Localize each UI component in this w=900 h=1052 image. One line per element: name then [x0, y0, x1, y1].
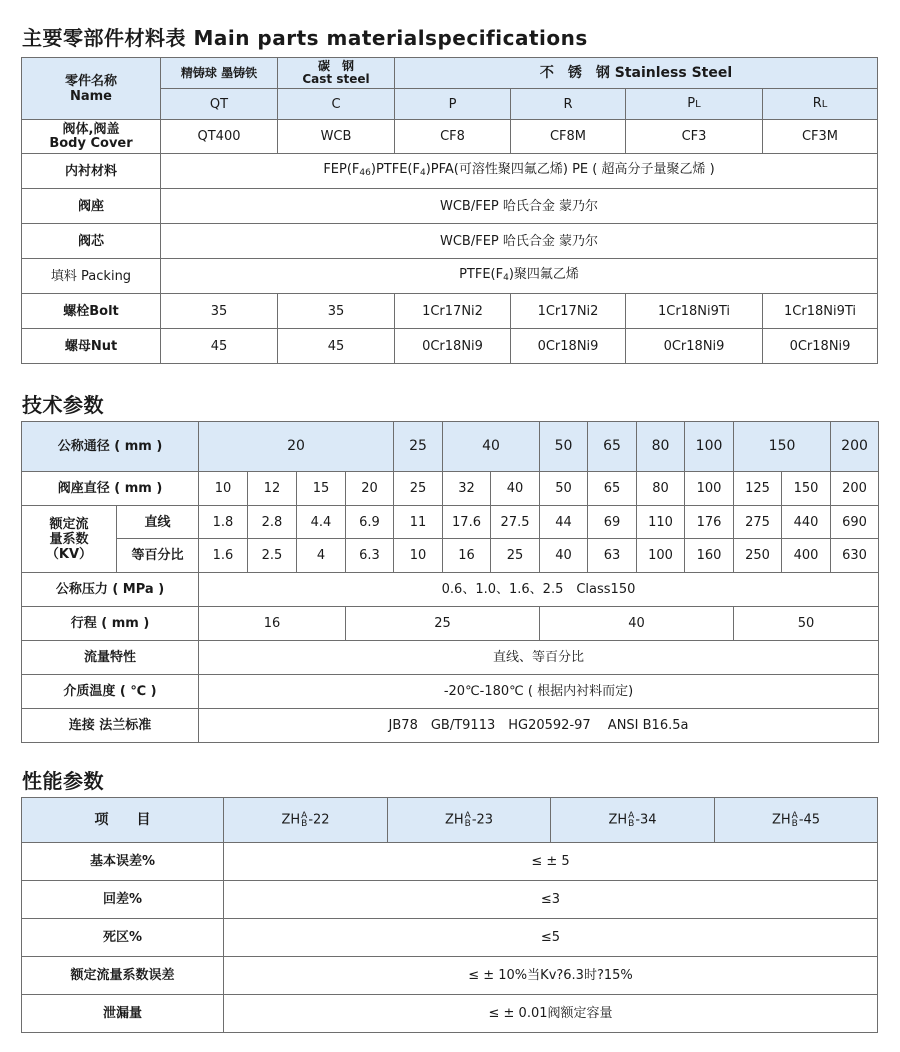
body-cover-value: CF8 — [395, 120, 511, 154]
linear-kv-value: 110 — [637, 506, 685, 539]
nut-value: 0Cr18Ni9 — [511, 329, 626, 364]
bolt-value: 1Cr17Ni2 — [395, 294, 511, 329]
kv-label: 额定流 量系数 （KV） — [22, 506, 117, 573]
body-cover-value: CF3M — [763, 120, 878, 154]
dn-value: 80 — [637, 422, 685, 472]
eqp-kv-value: 1.6 — [199, 539, 248, 573]
eqp-kv-value: 100 — [637, 539, 685, 573]
nut-label: 螺母Nut — [22, 329, 161, 364]
stroke-value: 25 — [346, 607, 540, 641]
code-rl: RL — [763, 89, 878, 120]
core-value: WCB/FEP 哈氏合金 蒙乃尔 — [161, 224, 878, 259]
code-p: P — [395, 89, 511, 120]
dn-value: 40 — [443, 422, 540, 472]
lining-label: 内衬材料 — [22, 154, 161, 189]
nut-value: 0Cr18Ni9 — [395, 329, 511, 364]
perf-row-value: ≤ ± 0.01阀额定容量 — [224, 995, 878, 1033]
materials-title: 主要零部件材料表 Main parts materialspecifications — [22, 26, 588, 50]
perf-row-value: ≤3 — [224, 881, 878, 919]
seat-label: 阀座 — [22, 189, 161, 224]
nut-value: 0Cr18Ni9 — [763, 329, 878, 364]
eqp-kv-value: 160 — [685, 539, 734, 573]
linear-kv-value: 690 — [831, 506, 879, 539]
part-name-header — [22, 58, 161, 120]
stroke-label: 行程 ( mm ) — [22, 607, 199, 641]
eqp-kv-value: 4 — [297, 539, 346, 573]
dn-value: 25 — [394, 422, 443, 472]
body-cover-value: WCB — [278, 120, 395, 154]
linear-kv-value: 2.8 — [248, 506, 297, 539]
eqp-kv-value: 400 — [782, 539, 831, 573]
stroke-value: 50 — [734, 607, 879, 641]
ductile-iron-header: 精铸球 墨铸铁 — [161, 58, 278, 89]
seat-diameter-row — [22, 472, 879, 506]
seat-value: WCB/FEP 哈氏合金 蒙乃尔 — [161, 189, 878, 224]
linear-kv-value: 44 — [540, 506, 588, 539]
perf-row-label: 泄漏量 — [22, 995, 224, 1033]
item-header: 项 目 — [22, 798, 224, 843]
body-cover-value: CF8M — [511, 120, 626, 154]
code-c: C — [278, 89, 395, 120]
dn-value: 200 — [831, 422, 879, 472]
seat-diameter-value: 10 — [199, 472, 248, 506]
bolt-value: 1Cr17Ni2 — [511, 294, 626, 329]
stainless-header: 不 锈 钢 Stainless Steel — [395, 58, 878, 89]
eqp-label: 等百分比 — [117, 539, 199, 573]
linear-kv-value: 17.6 — [443, 506, 491, 539]
temperature-label: 介质温度 ( ℃ ) — [22, 675, 199, 709]
perf-row-value: ≤ ± 10%当Kv?6.3时?15% — [224, 957, 878, 995]
seat-diameter-label: 阀座直径 ( mm ) — [22, 472, 199, 506]
seat-diameter-value: 200 — [831, 472, 879, 506]
model-header: ZH A B -22 — [224, 798, 388, 843]
linear-kv-value: 176 — [685, 506, 734, 539]
model-header: ZH A B -34 — [551, 798, 715, 843]
stroke-value: 40 — [540, 607, 734, 641]
tech-table — [21, 421, 879, 743]
part-name-cn: 零件名称 — [64, 73, 117, 89]
bolt-label: 螺栓Bolt — [22, 294, 161, 329]
bolt-value: 1Cr18Ni9Ti — [626, 294, 763, 329]
seat-diameter-value: 125 — [734, 472, 782, 506]
dn-value: 50 — [540, 422, 588, 472]
dn-value: 100 — [685, 422, 734, 472]
eqp-kv-value: 25 — [491, 539, 540, 573]
kv-linear-row — [22, 506, 879, 539]
linear-kv-value: 440 — [782, 506, 831, 539]
core-label: 阀芯 — [22, 224, 161, 259]
cast-steel-cn: 碳 钢 — [317, 59, 354, 73]
code-r: R — [511, 89, 626, 120]
seat-diameter-value: 25 — [394, 472, 443, 506]
materials-table — [21, 57, 878, 364]
packing-value: $PTFE(F_4)$聚四氟乙烯 — [161, 259, 878, 294]
linear-kv-value: 27.5 — [491, 506, 540, 539]
seat-diameter-value: 20 — [346, 472, 394, 506]
temperature-value: -20℃-180℃ ( 根据内衬料而定) — [199, 675, 879, 709]
part-name-en: Name — [69, 88, 112, 104]
seat-diameter-value: 150 — [782, 472, 831, 506]
dn-value: 150 — [734, 422, 831, 472]
eqp-kv-value: 63 — [588, 539, 637, 573]
bolt-value: 35 — [161, 294, 278, 329]
bolt-value: 35 — [278, 294, 395, 329]
seat-diameter-value: 15 — [297, 472, 346, 506]
body-cover-value: QT400 — [161, 120, 278, 154]
perf-row-label: 额定流量系数误差 — [22, 957, 224, 995]
lining-value: $FEP(F_{46})PTFE(F_4)PFA$(可溶性聚四氟乙烯) PE ( 超高分子量聚乙烯 ) — [161, 154, 878, 189]
flange-value: JB78 GB/T9113 HG20592-97 ANSI B16.5a — [199, 709, 879, 743]
linear-kv-value: 4.4 — [297, 506, 346, 539]
eqp-kv-value: 630 — [831, 539, 879, 573]
dn-value: 65 — [588, 422, 637, 472]
eqp-kv-value: 10 — [394, 539, 443, 573]
seat-diameter-value: 80 — [637, 472, 685, 506]
model-header: ZH A B -45 — [715, 798, 878, 843]
seat-diameter-value: 32 — [443, 472, 491, 506]
body-cover-label: 阀体,阀盖 Body Cover — [22, 120, 161, 154]
perf-row-label: 回差% — [22, 881, 224, 919]
perf-row-label: 基本误差% — [22, 843, 224, 881]
perf-row-label: 死区% — [22, 919, 224, 957]
perf-title: 性能参数 — [22, 769, 104, 793]
eqp-kv-value: 2.5 — [248, 539, 297, 573]
stroke-value: 16 — [199, 607, 346, 641]
linear-kv-value: 11 — [394, 506, 443, 539]
linear-kv-value: 6.9 — [346, 506, 394, 539]
tech-title: 技术参数 — [22, 393, 104, 417]
nut-value: 45 — [278, 329, 395, 364]
eqp-kv-value: 6.3 — [346, 539, 394, 573]
seat-diameter-value: 50 — [540, 472, 588, 506]
cast-steel-en: Cast steel — [302, 72, 370, 86]
seat-diameter-value: 12 — [248, 472, 297, 506]
flow-char-value: 直线、等百分比 — [199, 641, 879, 675]
eqp-kv-value: 40 — [540, 539, 588, 573]
perf-row-value: ≤5 — [224, 919, 878, 957]
linear-kv-value: 1.8 — [199, 506, 248, 539]
perf-row-value: ≤ ± 5 — [224, 843, 878, 881]
nut-value: 45 — [161, 329, 278, 364]
code-qt: QT — [161, 89, 278, 120]
dn-label: 公称通径 ( mm ) — [22, 422, 199, 472]
eqp-kv-value: 250 — [734, 539, 782, 573]
flange-label: 连接 法兰标准 — [22, 709, 199, 743]
nut-value: 0Cr18Ni9 — [626, 329, 763, 364]
pressure-label: 公称压力 ( MPa ) — [22, 573, 199, 607]
seat-diameter-value: 40 — [491, 472, 540, 506]
kv-eqp-row — [22, 539, 879, 573]
bolt-value: 1Cr18Ni9Ti — [763, 294, 878, 329]
linear-label: 直线 — [117, 506, 199, 539]
perf-table — [21, 797, 878, 1033]
body-cover-value: CF3 — [626, 120, 763, 154]
code-pl: PL — [626, 89, 763, 120]
eqp-kv-value: 16 — [443, 539, 491, 573]
linear-kv-value: 275 — [734, 506, 782, 539]
packing-label: 填料 Packing — [22, 259, 161, 294]
linear-kv-value: 69 — [588, 506, 637, 539]
flow-char-label: 流量特性 — [22, 641, 199, 675]
model-header: ZH A B -23 — [388, 798, 551, 843]
seat-diameter-value: 100 — [685, 472, 734, 506]
dn-value: 20 — [199, 422, 394, 472]
seat-diameter-value: 65 — [588, 472, 637, 506]
pressure-value: 0.6、1.0、1.6、2.5 Class150 — [199, 573, 879, 607]
cast-steel-header — [278, 58, 395, 89]
